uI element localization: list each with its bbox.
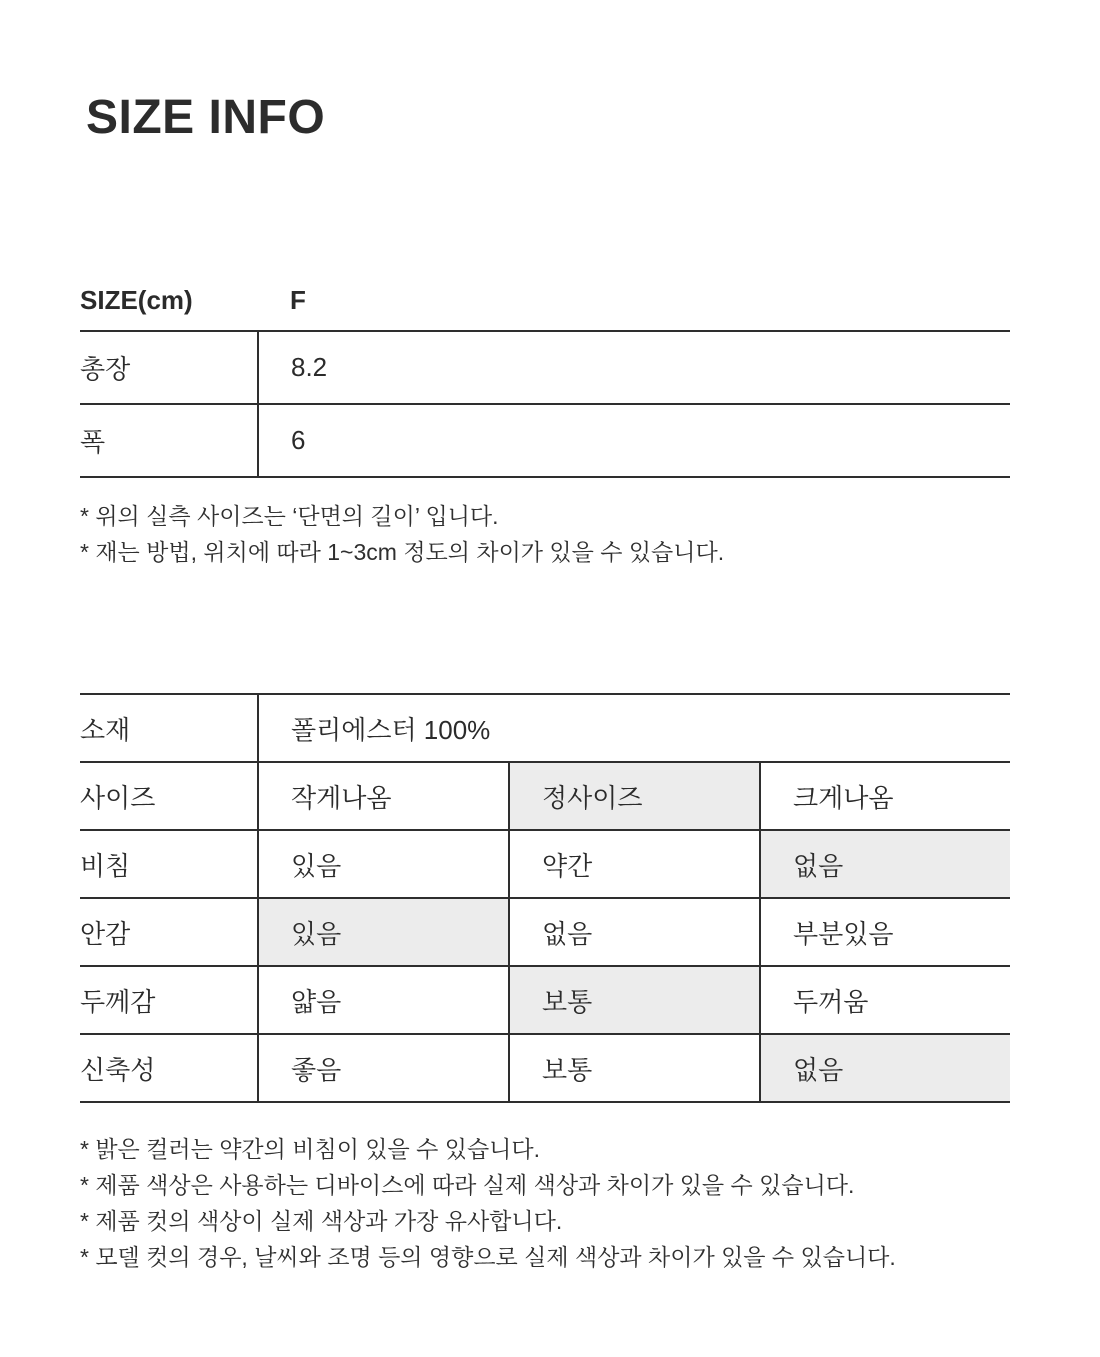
size-table-row [80,331,1010,404]
attr-value: 약간 [509,830,760,898]
attr-value: 없음 [509,898,760,966]
attr-value-selected: 정사이즈 [509,762,760,830]
attr-value: 보통 [509,1034,760,1102]
attr-value: 부분있음 [760,898,1010,966]
attr-label: 안감 [80,898,258,966]
note-line: * 밝은 컬러는 약간의 비침이 있을 수 있습니다. [80,1136,540,1163]
attr-label: 신축성 [80,1034,258,1102]
size-row-label: 총장 [80,331,258,404]
fabric-table-body [80,694,1010,1102]
attr-value: 작게나옴 [258,762,509,830]
fabric-info-table [80,693,1010,1103]
attr-value: 두꺼움 [760,966,1010,1034]
fabric-attr-row [80,966,1010,1034]
fabric-attr-row [80,762,1010,830]
note-line: * 재는 방법, 위치에 따라 1~3cm 정도의 차이가 있을 수 있습니다. [80,539,725,566]
measurement-notes [80,498,1010,570]
fabric-attr-row [80,898,1010,966]
size-table-header-row [80,271,1010,331]
attr-label: 사이즈 [80,762,258,830]
note-line: * 제품 컷의 색상이 실제 색상과 가장 유사합니다. [80,1208,563,1235]
attr-value: 좋음 [258,1034,509,1102]
attr-value-selected: 보통 [509,966,760,1034]
size-table-header-label: SIZE(cm) [80,271,258,331]
fabric-attr-row [80,830,1010,898]
page-title: SIZE INFO [86,91,326,144]
color-disclaimer-notes [80,1131,1010,1275]
size-measurement-table [80,271,1010,478]
attr-value: 있음 [258,830,509,898]
note-line: * 모델 컷의 경우, 날씨와 조명 등의 영향으로 실제 색상과 차이가 있을 수 있습니다. [80,1244,896,1271]
note-line: * 위의 실측 사이즈는 ‘단면의 길이’ 입니다. [80,503,499,530]
size-row-label: 폭 [80,404,258,477]
material-label: 소재 [80,694,258,762]
attr-label: 비침 [80,830,258,898]
material-row [80,694,1010,762]
attr-label: 두께감 [80,966,258,1034]
size-table-body [80,331,1010,477]
size-row-value: 8.2 [258,331,1010,404]
note-line: * 제품 색상은 사용하는 디바이스에 따라 실제 색상과 차이가 있을 수 있습니다. [80,1172,855,1199]
size-table-header-value: F [258,271,1010,331]
attr-value: 얇음 [258,966,509,1034]
attr-value: 크게나옴 [760,762,1010,830]
attr-value-selected: 없음 [760,1034,1010,1102]
attr-value-selected: 있음 [258,898,509,966]
fabric-attr-row [80,1034,1010,1102]
size-row-value: 6 [258,404,1010,477]
size-table-row [80,404,1010,477]
attr-value-selected: 없음 [760,830,1010,898]
material-value: 폴리에스터 100% [258,694,1010,762]
